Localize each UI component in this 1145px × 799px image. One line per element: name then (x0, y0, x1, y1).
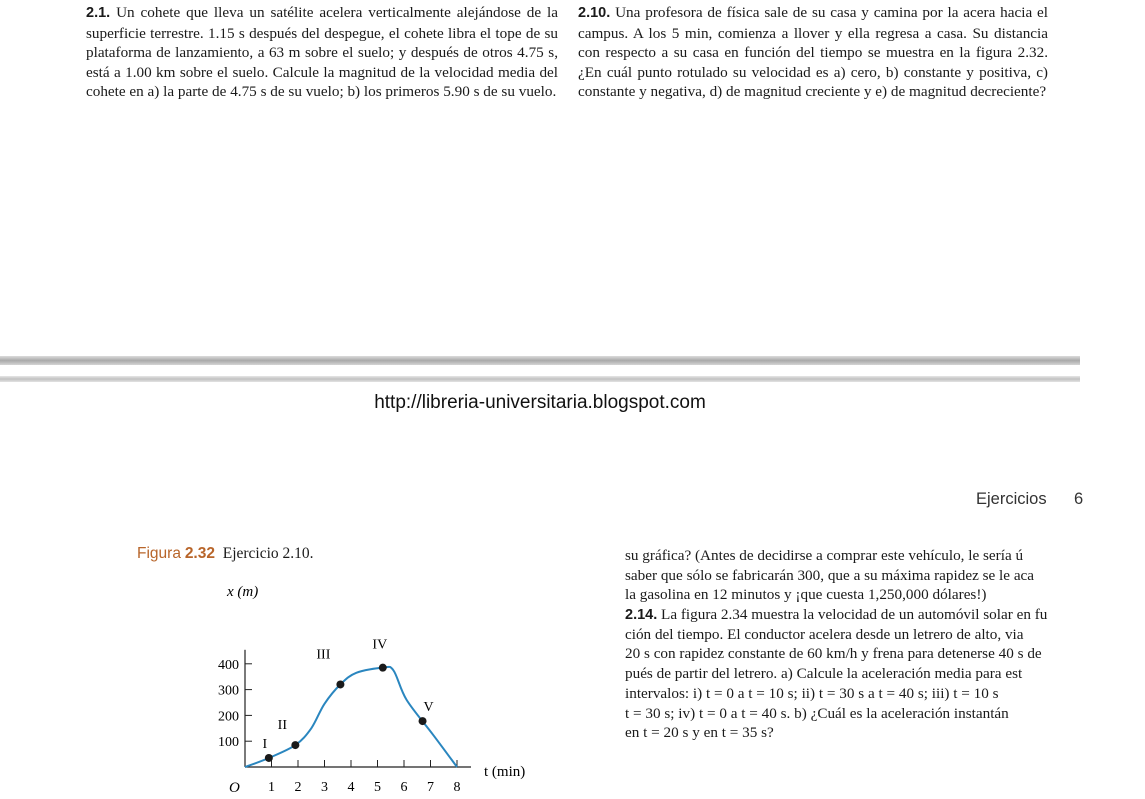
figure-caption-text: Ejercicio 2.10. (222, 545, 314, 562)
data-point-v (419, 717, 427, 725)
y-tick-label: 200 (218, 709, 239, 725)
right-line: t = 30 s; iv) t = 0 a t = 40 s. b) ¿Cuál es la aceleración instantán (625, 704, 1009, 722)
x-tick-label: 4 (347, 780, 355, 795)
x-tick-label: 1 (268, 780, 275, 795)
data-point-iii (336, 680, 344, 688)
axis-origin-label: O (229, 780, 240, 796)
right-line-text: La figura 2.34 muestra la velocidad de un automóvil solar en fu (661, 606, 1048, 624)
point-label-iv: IV (372, 637, 388, 653)
right-line: intervalos: i) t = 0 a t = 10 s; ii) t = 30 s a t = 40 s; iii) t = 10 s (625, 684, 999, 702)
y-tick-label: 400 (218, 657, 239, 673)
y-tick-label: 100 (218, 735, 239, 751)
figure-number: 2.32 (184, 545, 215, 562)
point-label-i: I (262, 736, 268, 752)
y-axis-label: x (m) (227, 584, 259, 600)
right-line: en t = 20 s y en t = 35 s? (625, 724, 774, 742)
right-line: saber que sólo se fabricarán 300, que a su máxima rapidez se le aca (625, 566, 1035, 584)
right-line: la gasolina en 12 minutos y ¡que cuesta 1,250,000 dólares!) (625, 586, 987, 604)
problem-2-10-number: 2.10. (578, 5, 611, 21)
data-point-i (265, 754, 273, 762)
x-tick-label: 5 (374, 780, 381, 795)
x-axis-label: t (min) (484, 764, 526, 780)
x-tick-label: 8 (453, 780, 461, 795)
figure-label: Figura (137, 545, 181, 562)
x-tick-label: 6 (400, 780, 408, 795)
problem-2-10-text: Una profesora de física sale de su casa y camina por la acera hacia el campus. A los 5 min, comienza a llover y ella regresa a casa. Su distancia con respecto a su casa en función del tiempo se muestra en la figura 2.32. ¿En cuál punto rotulado su velocidad es a) cero, b) constante y positiva, c) constante y negativa, d) de magnitud creciente y e) de magnitud decreciente? (578, 4, 1048, 101)
data-point-ii (291, 741, 299, 749)
data-point-iv (379, 664, 387, 672)
y-tick-label: 300 (218, 683, 239, 699)
point-label-ii: II (277, 718, 288, 734)
blog-url: http://libreria-universitaria.blogspot.com (374, 392, 706, 413)
right-column-text (625, 546, 1145, 743)
problem-2-1-number: 2.1. (86, 5, 111, 21)
right-line: pués de partir del letrero. a) Calcule la aceleración media para est (625, 665, 1023, 683)
x-tick-label: 3 (321, 780, 328, 795)
point-label-v: V (423, 700, 434, 716)
right-line: su gráfica? (Antes de decidirse a comprar este vehículo, le sería ú (625, 547, 1024, 564)
x-tick-label: 7 (427, 780, 434, 795)
right-line (625, 605, 1145, 625)
point-label-iii: III (316, 647, 331, 663)
chart-series-line (245, 667, 457, 767)
right-line: ción del tiempo. El conductor acelera desde un letrero de alto, via (625, 625, 1024, 643)
page-header-section: Ejercicios (976, 490, 1047, 508)
problem-2-1-text: Un cohete que lleva un satélite acelera verticalmente alejándose de la superficie terrestre. 1.15 s después del despegue, el cohete libra el tope de su plataforma de lanzamiento, a 63 m sobre el suelo; y después de otros 4.75 s, está a 1.00 km sobre el suelo. Calcule la magnitud de la velocidad media del cohete en a) la parte de 4.75 s de su vuelo; b) los primeros 5.90 s de su vuelo. (86, 4, 558, 101)
right-line: 20 s con rapidez constante de 60 km/h y frena para detenerse 40 s de (625, 645, 1042, 663)
problem-2-14-number: 2.14. (625, 607, 658, 624)
x-tick-label: 2 (294, 780, 302, 795)
page-header-page-number: 6 (1074, 490, 1084, 508)
